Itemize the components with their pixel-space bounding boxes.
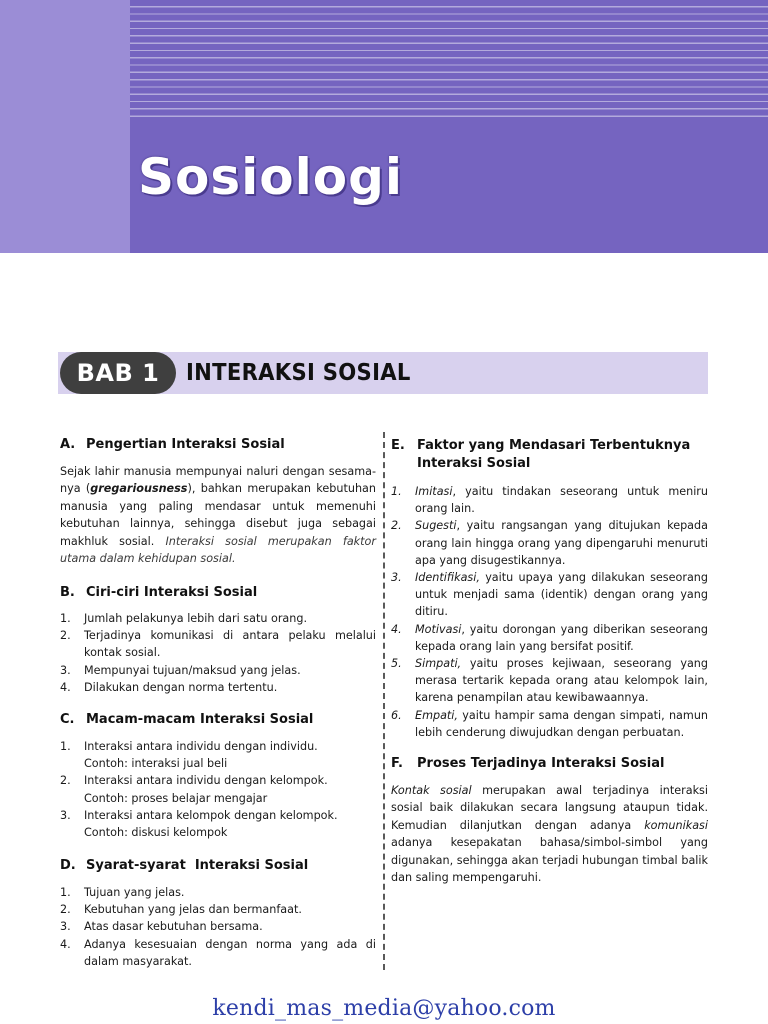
term: Imitasi	[415, 485, 453, 498]
section-c-letter: C.	[60, 712, 75, 727]
section-e-heading	[391, 437, 708, 473]
section-e-title: Faktor yang Mendasari Terbentuknya Interaksi Sosial	[417, 438, 691, 471]
section-e-letter: E.	[391, 438, 405, 453]
page-title: Sosiologi	[138, 148, 404, 206]
header-banner-side-strip	[0, 0, 130, 253]
section-b-list	[60, 610, 376, 696]
chapter-title: INTERAKSI SOSIAL	[186, 360, 411, 386]
list-item: 2. Terjadinya komunikasi di antara pelaku melalui kontak sosial.	[60, 629, 376, 660]
term: Simpati,	[415, 657, 462, 671]
list-item: 1. Jumlah pelakunya lebih dari satu orang.	[60, 612, 308, 625]
section-c-heading	[60, 711, 376, 729]
term: Motivasi	[415, 622, 462, 636]
section-a-text-bold: gregariousness	[90, 482, 188, 496]
list-item: 3. Mempunyai tujuan/maksud yang jelas.	[60, 663, 301, 677]
section-a-text-2: ), bahkan merupakan kebutuhan manusia yang paling mendasar untuk memenuhi kebutuhan lainnya, sehingga disebut juga sebagai makhluk sosial.	[60, 482, 376, 548]
term: Empati,	[415, 708, 458, 722]
list-item: 6. Empati, yaitu hampir sama dengan simpati, namun lebih cenderung diwujudkan dengan perbuatan.	[391, 708, 708, 739]
list-item: 4. Adanya kesesuaian dengan norma yang ada di dalam masyarakat.	[60, 937, 376, 968]
list-item: 1. Tujuan yang jelas.	[60, 886, 185, 899]
list-item: 5. Simpati, yaitu proses kejiwaan, seseorang yang merasa tertarik kepada orang atau kelompok lain, karena penampilan atau kewibawaannya.	[391, 657, 708, 705]
section-f-letter: F.	[391, 756, 403, 771]
list-item: 4. Dilakukan dengan norma tertentu.	[60, 680, 278, 694]
list-item: 2. Sugesti, yaitu rangsangan yang ditujukan kepada orang lain hingga orang yang dipengaruhi menuruti apa yang disugestikannya.	[391, 519, 708, 567]
list-item: 4. Motivasi, yaitu dorongan yang diberikan seseorang kepada orang lain yang bersifat positif.	[391, 622, 708, 653]
section-b-title: Ciri-ciri Interaksi Sosial	[86, 585, 258, 600]
section-f-title: Proses Terjadinya Interaksi Sosial	[417, 756, 665, 771]
example-text: Contoh: interaksi jual beli	[84, 757, 228, 771]
term: komunikasi	[644, 818, 708, 832]
section-a-text-italic: Interaksi sosial merupakan faktor utama dalam kehidupan sosial.	[60, 534, 376, 566]
list-item: 1. Interaksi antara individu dengan individu. Contoh: interaksi jual beli	[60, 740, 318, 771]
section-f-paragraph: Kontak sosial merupakan awal terjadinya interaksi sosial baik dilakukan secara langsung ataupun tidak. Kemudian dilanjutkan dengan adanya komunikasi adanya kesepakatan bahasa/simbol-simbol yang digunakan, sehingga akan terjadi hubungan timbal balik dan saling mempengaruhi.	[391, 784, 708, 885]
term: Kontak sosial	[391, 784, 472, 797]
section-a-paragraph	[60, 463, 376, 567]
term: Sugesti	[415, 519, 457, 533]
section-d-title: Syarat-syarat Interaksi Sosial	[86, 858, 309, 873]
list-item: 3. Identifikasi, yaitu upaya yang dilakukan seseorang untuk menjadi sama (identik) dengan orang yang ditiru.	[391, 571, 708, 619]
section-d-letter: D.	[60, 858, 76, 873]
list-item: 3. Interaksi antara kelompok dengan kelompok. Contoh: diskusi kelompok	[60, 808, 338, 840]
section-a-heading	[60, 436, 376, 454]
list-item: 2. Interaksi antara individu dengan kelompok. Contoh: proses belajar mengajar	[60, 774, 328, 805]
section-b-heading	[60, 584, 376, 602]
list-item: 2. Kebutuhan yang jelas dan bermanfaat.	[60, 903, 302, 917]
term: Identifikasi,	[415, 571, 480, 585]
section-a-title: Pengertian Interaksi Sosial	[86, 437, 285, 452]
header-pinstripes	[130, 0, 768, 120]
section-d-heading	[60, 857, 376, 875]
section-c-title: Macam-macam Interaksi Sosial	[86, 712, 314, 727]
footer-email[interactable]: kendi_mas_media@yahoo.com	[212, 996, 556, 1021]
list-item: 3. Atas dasar kebutuhan bersama.	[60, 920, 263, 934]
section-d-list	[60, 884, 376, 970]
section-f-heading	[391, 755, 708, 773]
section-c-list	[60, 738, 376, 841]
section-e-list	[391, 483, 708, 741]
section-b-letter: B.	[60, 585, 75, 600]
list-item: 1. Imitasi, yaitu tindakan seseorang untuk meniru orang lain.	[391, 485, 708, 516]
chapter-label: BAB 1	[60, 352, 176, 394]
example-text: Contoh: proses belajar mengajar	[84, 791, 268, 805]
section-a-letter: A.	[60, 437, 76, 452]
section-a-text-1: Sejak lahir manusia mempunyai naluri dengan sesama-nya (	[60, 465, 376, 496]
column-divider	[383, 432, 385, 970]
example-text: Contoh: diskusi kelompok	[84, 826, 228, 840]
